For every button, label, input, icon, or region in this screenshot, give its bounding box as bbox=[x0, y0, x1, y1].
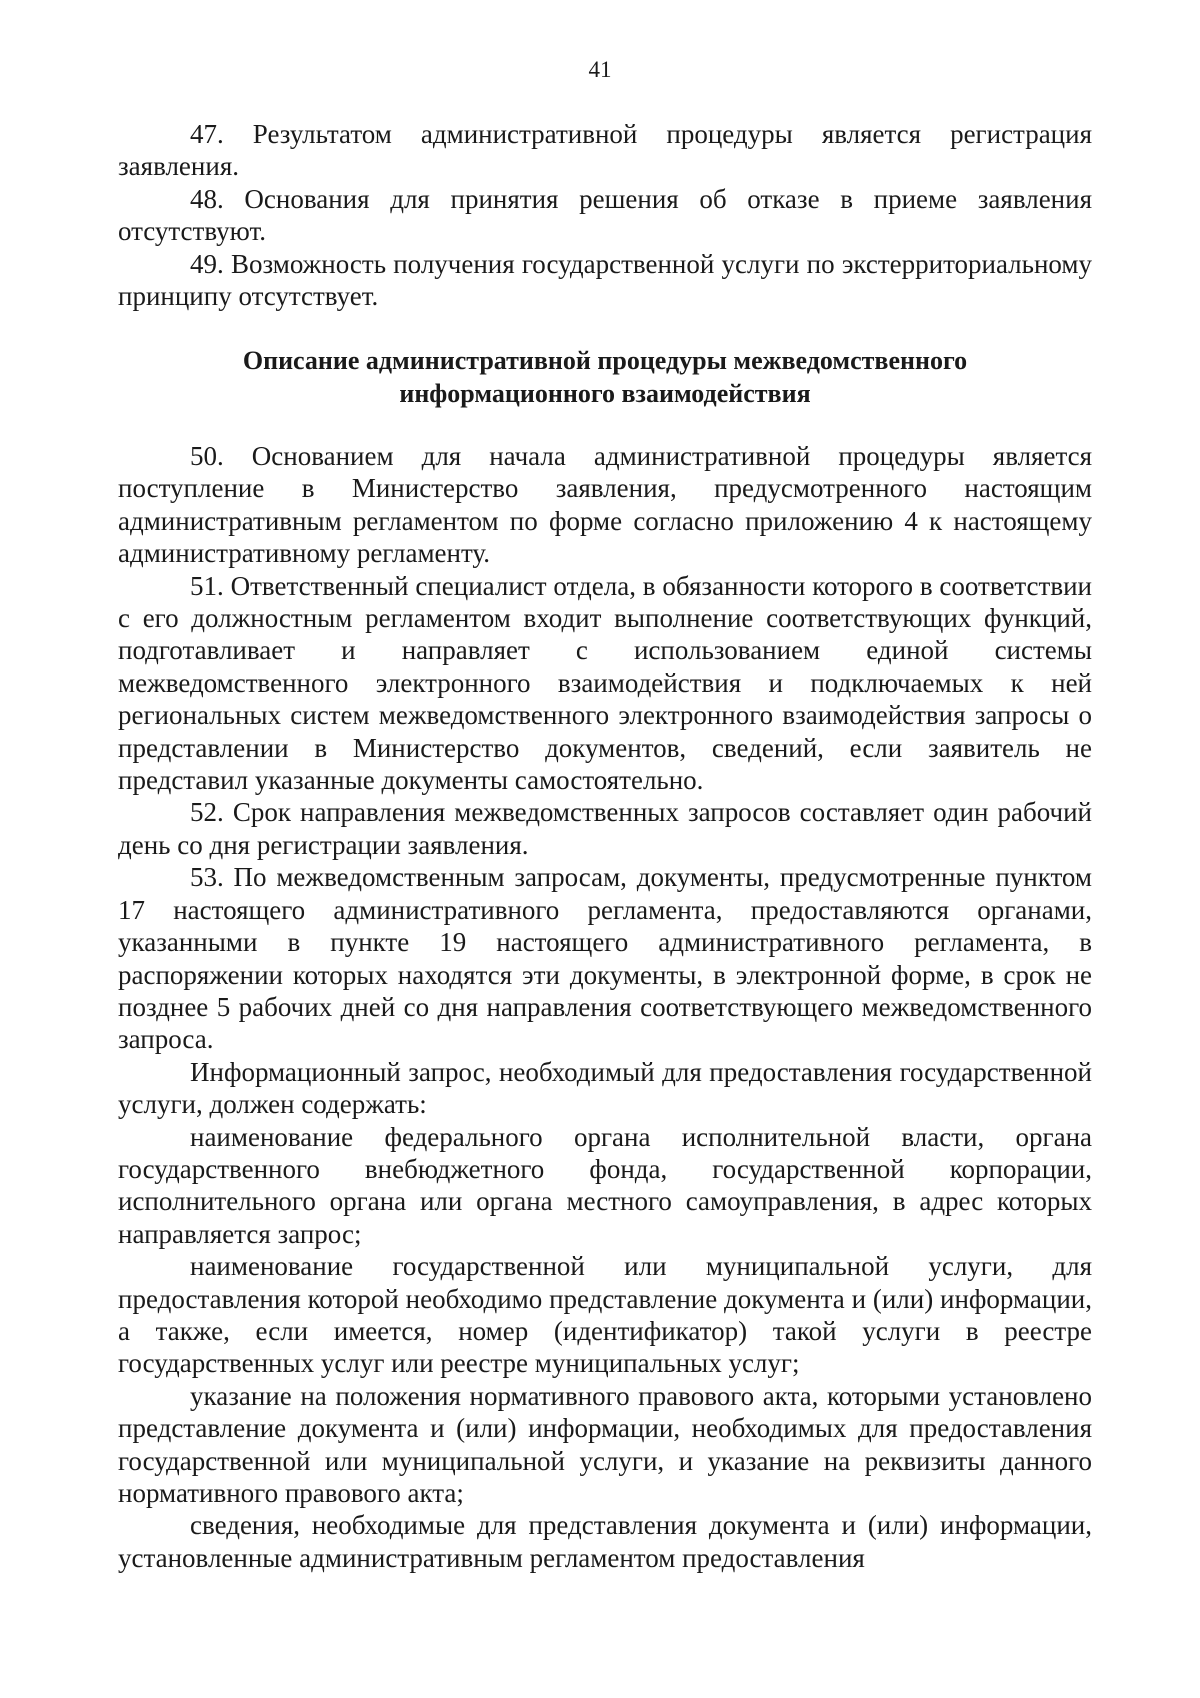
paragraph-49: 49. Возможность получения государственной услуги по экстерриториальному принципу отсутствует. bbox=[118, 248, 1092, 312]
list-item-legal-act: указание на положения нормативного правового акта, которыми установлено представление документа и (или) информации, необходимых для предоставления государственной или муниципальной услуги, и указание на реквизиты данного нормативного правового акта; bbox=[118, 1380, 1092, 1508]
list-item-service-name: наименование государственной или муниципальной услуги, для предоставления которой необходимо представление документа и (или) информации, а также, если имеется, номер (идентификатор) такой услуги в реестре государственных услуг или реестре муниципальных услуг; bbox=[118, 1251, 1092, 1379]
section-heading-line2: информационного взаимодействия bbox=[399, 379, 811, 408]
paragraph-51: 51. Ответственный специалист отдела, в обязанности которого в соответствии с его должностным регламентом входит выполнение соответствующих функций, подготавливает и направляет с использованием единой системы межведомственного электронного взаимодействия и подключаемых к ней региональных систем межведомственного электронного взаимодействия запросы о представлении в Министерство документов, сведений, если заявитель не представил указанные документы самостоятельно. bbox=[118, 570, 1092, 796]
section-heading bbox=[118, 344, 1092, 410]
top-paragraphs bbox=[118, 118, 1092, 312]
paragraph-50: 50. Основанием для начала административной процедуры является поступление в Министерство заявления, предусмотренного настоящим административным регламентом по форме согласно приложению 4 к настоящему административному регламенту. bbox=[118, 441, 1092, 569]
list-item-required-info: сведения, необходимые для представления документа и (или) информации, установленные административным регламентом предоставления bbox=[118, 1510, 1092, 1573]
paragraph-53: 53. По межведомственным запросам, документы, предусмотренные пунктом 17 настоящего административного регламента, предоставляются органами, указанными в пункте 19 настоящего административного регламента, в распоряжении которых находятся эти документы, в электронной форме, в срок не позднее 5 рабочих дней со дня направления соответствующего межведомственного запроса. bbox=[118, 862, 1092, 1055]
paragraph-47: 47. Результатом административной процедуры является регистрация заявления. bbox=[118, 119, 1092, 182]
paragraph-52: 52. Срок направления межведомственных запросов составляет один рабочий день со дня регистрации заявления. bbox=[118, 797, 1092, 860]
section-heading-line1: Описание административной процедуры межведомственного bbox=[242, 346, 968, 375]
paragraph-request-intro: Информационный запрос, необходимый для предоставления государственной услуги, должен содержать: bbox=[118, 1056, 1092, 1120]
page-number: 41 bbox=[588, 57, 612, 82]
list-item-authority-name: наименование федерального органа исполнительной власти, органа государственного внебюджетного фонда, государственной корпорации, исполнительного органа или органа местного самоуправления, в адрес которых направляется запрос; bbox=[118, 1121, 1092, 1249]
paragraph-48: 48. Основания для принятия решения об отказе в приеме заявления отсутствуют. bbox=[118, 183, 1092, 247]
body-paragraphs bbox=[118, 440, 1092, 1574]
